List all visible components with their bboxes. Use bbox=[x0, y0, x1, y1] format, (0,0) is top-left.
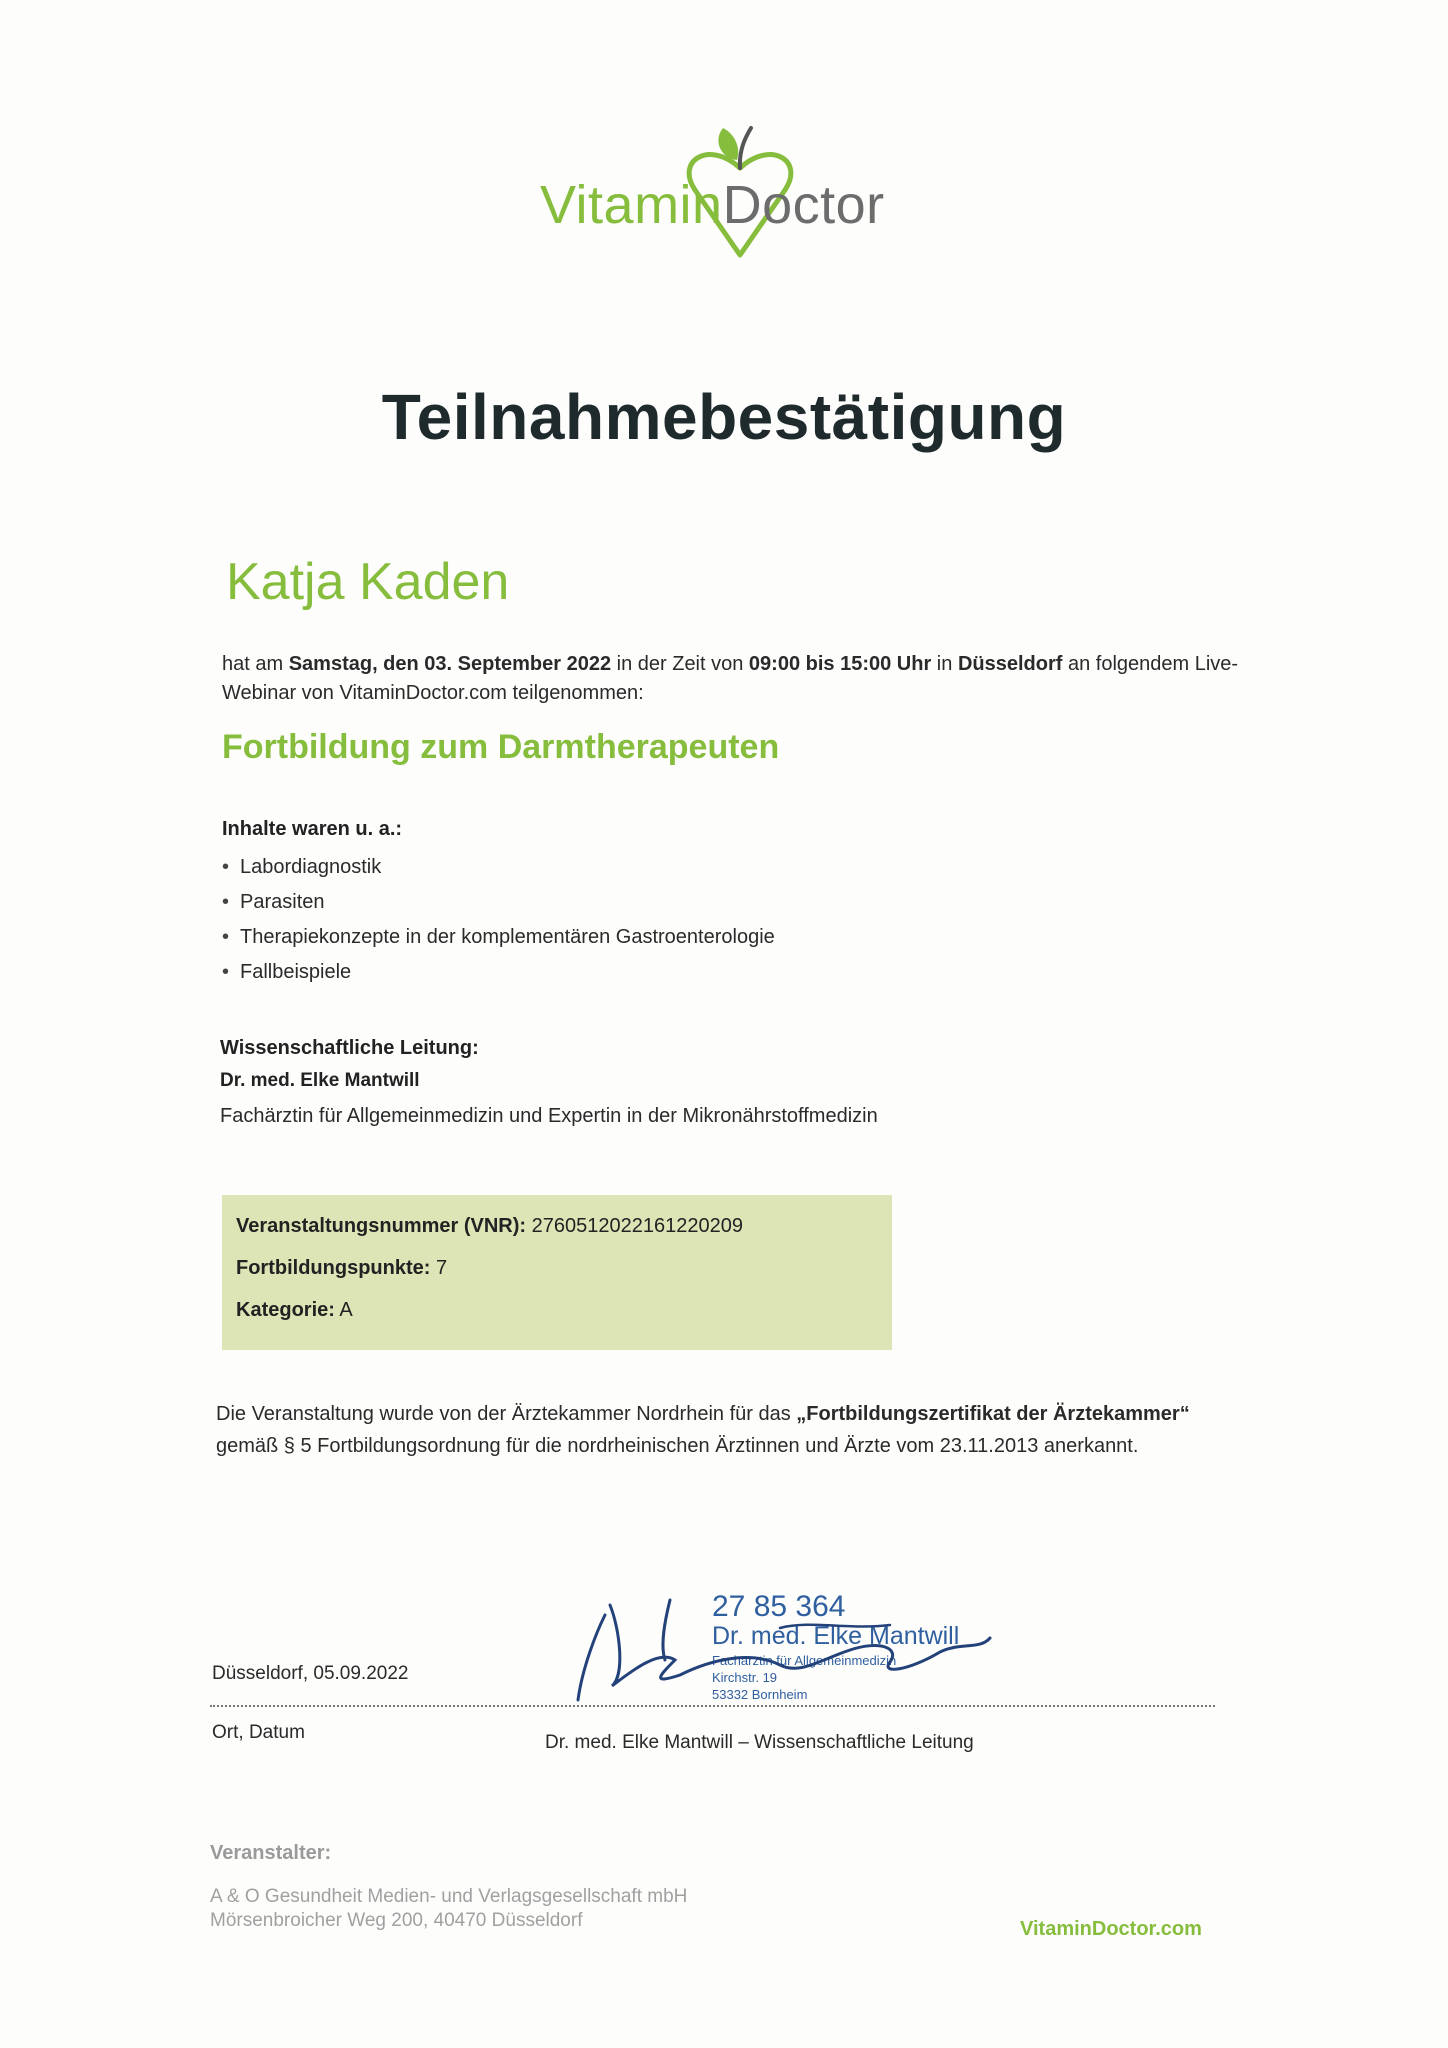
intro-text-2: in der Zeit von bbox=[611, 653, 749, 675]
points-label: Fortbildungspunkte: bbox=[236, 1257, 431, 1279]
page-title: Teilnahmebestätigung bbox=[381, 381, 1067, 453]
logo-doctor-text: Doctor bbox=[722, 175, 885, 235]
topic-text: Therapiekonzepte in der komplementären Gastroenterologie bbox=[240, 926, 775, 948]
recognition-text-2: gemäß § 5 Fortbildungsordnung für die nordrheinischen Ärztinnen und Ärzte vom 23.11.2013 anerkannt. bbox=[216, 1435, 1139, 1457]
organizer-heading: Veranstalter: bbox=[210, 1842, 332, 1864]
event-date: Samstag, den 03. September 2022 bbox=[288, 653, 612, 675]
intro-text-3: in bbox=[931, 653, 958, 675]
contents-heading: Inhalte waren u. a.: bbox=[222, 818, 403, 840]
vnr-label: Veranstaltungsnummer (VNR): bbox=[236, 1215, 527, 1237]
event-info-box bbox=[222, 1195, 892, 1350]
place-date-label: Ort, Datum bbox=[212, 1722, 305, 1743]
stamp-number: 27 85 364 bbox=[712, 1590, 846, 1623]
vnr-row bbox=[236, 1215, 743, 1238]
signature-line bbox=[210, 1705, 1215, 1707]
list-item bbox=[222, 955, 775, 990]
list-item bbox=[222, 920, 775, 955]
bullet-icon: • bbox=[222, 961, 230, 983]
place-date-value: Düsseldorf, 05.09.2022 bbox=[212, 1663, 409, 1684]
topic-text: Fallbeispiele bbox=[240, 961, 352, 983]
stamp-name: Dr. med. Elke Mantwill bbox=[712, 1622, 960, 1650]
course-title: Fortbildung zum Darmtherapeuten bbox=[222, 728, 780, 766]
topic-text: Labordiagnostik bbox=[240, 856, 382, 878]
recipient-name: Katja Kaden bbox=[226, 553, 510, 611]
organizer-line-1: A & O Gesundheit Medien- und Verlagsgesellschaft mbH bbox=[210, 1886, 688, 1907]
certificate-name: „Fortbildungszertifikat der Ärztekammer“ bbox=[796, 1403, 1190, 1425]
intro-text-1: hat am bbox=[222, 653, 289, 675]
bullet-icon: • bbox=[222, 926, 230, 948]
bullet-icon: • bbox=[222, 891, 230, 913]
website-link[interactable]: VitaminDoctor.com bbox=[1020, 1918, 1202, 1940]
event-city: Düsseldorf bbox=[957, 653, 1063, 675]
logo-vitamin-text: Vitamin bbox=[540, 175, 723, 235]
topics-list bbox=[222, 850, 775, 990]
stamp-line-1: Fachärztin für Allgemeinmedizin bbox=[712, 1653, 897, 1668]
handwritten-signature bbox=[550, 1590, 1020, 1710]
stamp-line-2: Kirchstr. 19 bbox=[712, 1670, 778, 1685]
list-item bbox=[222, 850, 775, 885]
category-label: Kategorie: bbox=[236, 1299, 335, 1321]
category-value: A bbox=[339, 1299, 353, 1321]
stamp-line-3: 53332 Bornheim bbox=[712, 1687, 808, 1702]
intro-text-4: an folgendem Live-Webinar von VitaminDoctor.com teilgenommen: bbox=[222, 653, 1239, 704]
category-row bbox=[236, 1299, 353, 1322]
event-time: 09:00 bis 15:00 Uhr bbox=[748, 653, 932, 675]
lead-heading: Wissenschaftliche Leitung: bbox=[220, 1037, 479, 1059]
lead-name: Dr. med. Elke Mantwill bbox=[220, 1070, 420, 1091]
lead-role: Fachärztin für Allgemeinmedizin und Expertin in der Mikronährstoffmedizin bbox=[220, 1105, 878, 1127]
topic-text: Parasiten bbox=[240, 891, 325, 913]
attendance-statement bbox=[222, 650, 1242, 708]
vnr-value: 2760512022161220209 bbox=[531, 1215, 743, 1237]
recognition-statement bbox=[216, 1398, 1236, 1462]
points-row bbox=[236, 1257, 447, 1280]
list-item bbox=[222, 885, 775, 920]
vitamindoctor-logo bbox=[540, 120, 920, 270]
recognition-text-1: Die Veranstaltung wurde von der Ärztekammer Nordrhein für das bbox=[216, 1403, 797, 1425]
bullet-icon: • bbox=[222, 856, 230, 878]
points-value: 7 bbox=[435, 1257, 448, 1279]
organizer-line-2: Mörsenbroicher Weg 200, 40470 Düsseldorf bbox=[210, 1910, 583, 1931]
signer-label: Dr. med. Elke Mantwill – Wissenschaftliche Leitung bbox=[545, 1732, 974, 1753]
